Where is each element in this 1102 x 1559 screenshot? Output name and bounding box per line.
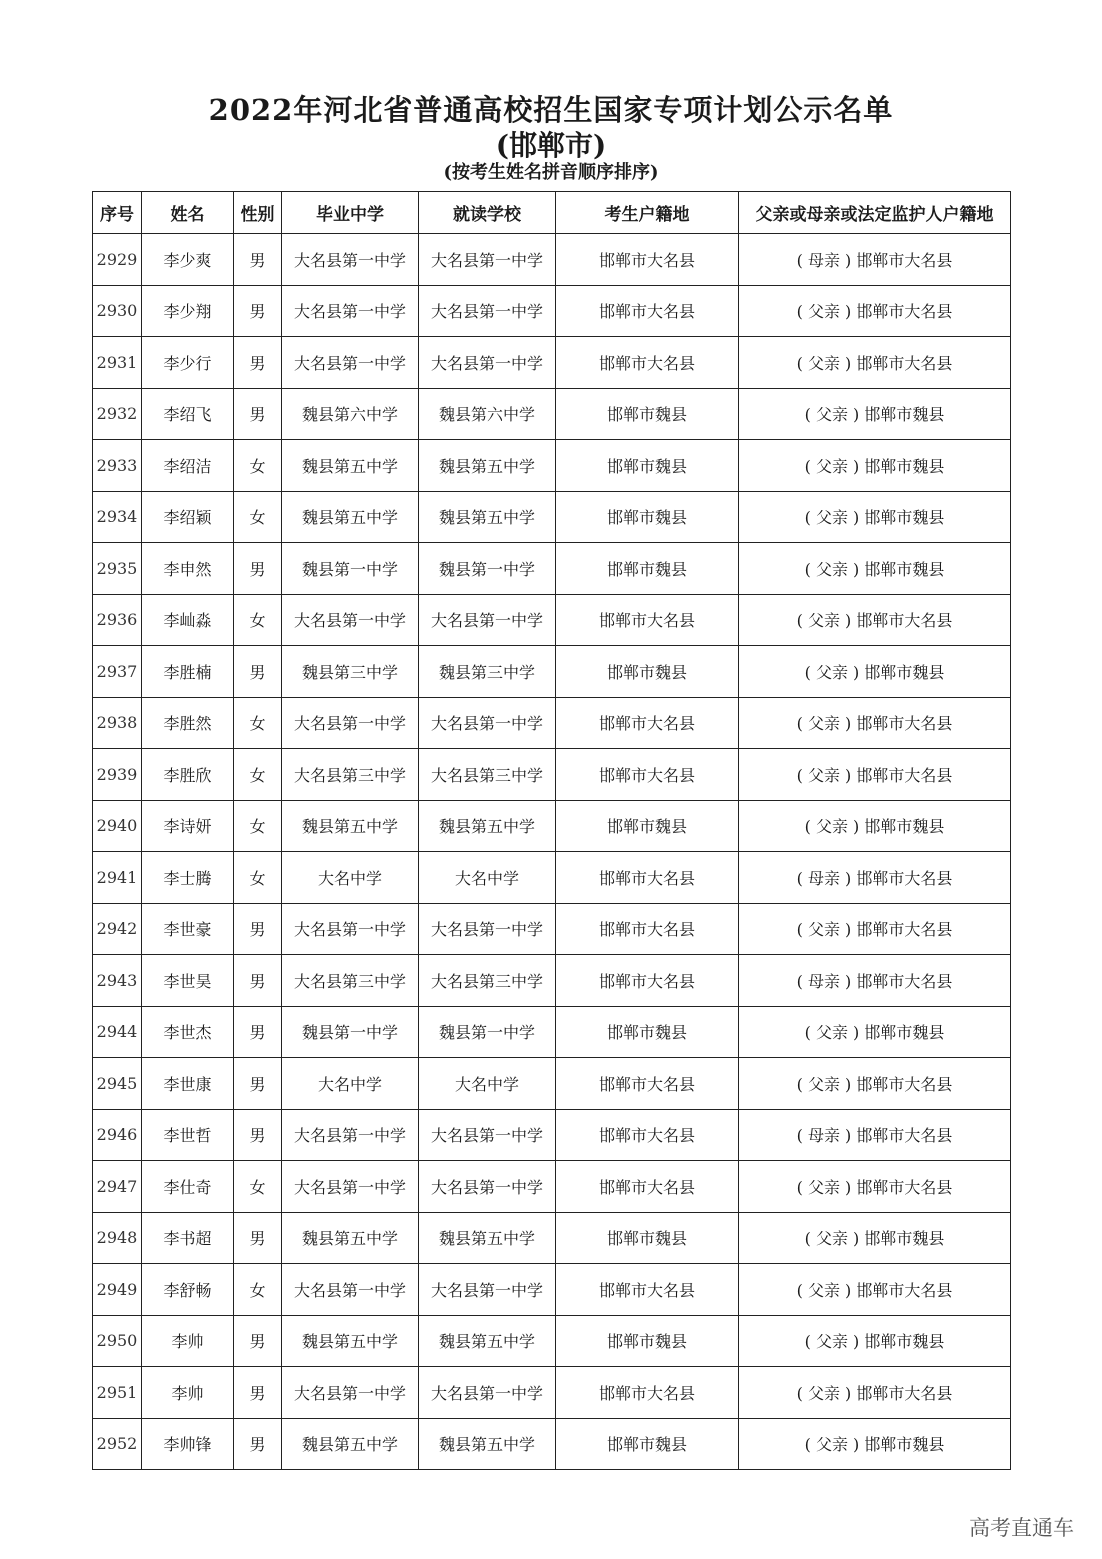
cell-name: 李书超: [142, 1212, 234, 1264]
cell-seq: 2950: [93, 1315, 142, 1367]
cell-current-school: 大名中学: [419, 852, 556, 904]
cell-name: 李绍飞: [142, 388, 234, 440]
table-row: [93, 697, 1011, 749]
header-guardian-residence: 父亲或母亲或法定监护人户籍地: [739, 192, 1011, 234]
cell-gender: 男: [234, 1418, 282, 1470]
cell-guardian-residence: ( 父亲 ) 邯郸市大名县: [739, 1367, 1011, 1419]
cell-current-school: 魏县第五中学: [419, 1418, 556, 1470]
cell-name: 李世哲: [142, 1109, 234, 1161]
header-gender: 性别: [234, 192, 282, 234]
cell-current-school: 魏县第五中学: [419, 1315, 556, 1367]
cell-student-residence: 邯郸市魏县: [556, 800, 739, 852]
cell-graduation-school: 魏县第五中学: [282, 491, 419, 543]
cell-graduation-school: 大名县第一中学: [282, 1109, 419, 1161]
cell-name: 李少爽: [142, 234, 234, 286]
cell-gender: 男: [234, 955, 282, 1007]
watermark-text: 高考直通车: [969, 1516, 1074, 1540]
cell-gender: 女: [234, 1264, 282, 1316]
cell-graduation-school: 大名县第一中学: [282, 594, 419, 646]
cell-current-school: 大名县第一中学: [419, 234, 556, 286]
cell-student-residence: 邯郸市大名县: [556, 903, 739, 955]
cell-gender: 男: [234, 1058, 282, 1110]
cell-graduation-school: 大名县第一中学: [282, 337, 419, 389]
cell-graduation-school: 魏县第一中学: [282, 543, 419, 595]
cell-seq: 2946: [93, 1109, 142, 1161]
cell-current-school: 大名县第一中学: [419, 1264, 556, 1316]
cell-seq: 2942: [93, 903, 142, 955]
cell-name: 李帅锋: [142, 1418, 234, 1470]
table-row: [93, 800, 1011, 852]
cell-seq: 2944: [93, 1006, 142, 1058]
table-row: [93, 1006, 1011, 1058]
cell-guardian-residence: ( 父亲 ) 邯郸市大名县: [739, 285, 1011, 337]
table-row: [93, 903, 1011, 955]
table-row: [93, 1315, 1011, 1367]
cell-current-school: 魏县第五中学: [419, 440, 556, 492]
cell-name: 李世杰: [142, 1006, 234, 1058]
cell-gender: 男: [234, 234, 282, 286]
cell-student-residence: 邯郸市大名县: [556, 749, 739, 801]
cell-graduation-school: 魏县第五中学: [282, 1315, 419, 1367]
cell-current-school: 魏县第五中学: [419, 800, 556, 852]
cell-current-school: 魏县第三中学: [419, 646, 556, 698]
cell-graduation-school: 大名县第三中学: [282, 955, 419, 1007]
cell-graduation-school: 魏县第六中学: [282, 388, 419, 440]
cell-name: 李屾淼: [142, 594, 234, 646]
table-row: [93, 1058, 1011, 1110]
cell-gender: 男: [234, 1212, 282, 1264]
table-row: [93, 234, 1011, 286]
cell-seq: 2948: [93, 1212, 142, 1264]
table-row: [93, 955, 1011, 1007]
cell-student-residence: 邯郸市魏县: [556, 491, 739, 543]
cell-guardian-residence: ( 父亲 ) 邯郸市大名县: [739, 337, 1011, 389]
cell-guardian-residence: ( 母亲 ) 邯郸市大名县: [739, 1109, 1011, 1161]
cell-gender: 女: [234, 440, 282, 492]
cell-student-residence: 邯郸市魏县: [556, 440, 739, 492]
cell-name: 李申然: [142, 543, 234, 595]
cell-current-school: 大名县第一中学: [419, 903, 556, 955]
cell-guardian-residence: ( 母亲 ) 邯郸市大名县: [739, 955, 1011, 1007]
sort-note: (按考生姓名拼音顺序排序): [443, 162, 659, 183]
cell-gender: 男: [234, 1367, 282, 1419]
cell-graduation-school: 大名县第一中学: [282, 697, 419, 749]
header-student-residence: 考生户籍地: [556, 192, 739, 234]
cell-gender: 男: [234, 903, 282, 955]
cell-seq: 2933: [93, 440, 142, 492]
cell-student-residence: 邯郸市魏县: [556, 543, 739, 595]
cell-name: 李帅: [142, 1315, 234, 1367]
cell-graduation-school: 魏县第五中学: [282, 800, 419, 852]
cell-graduation-school: 大名县第一中学: [282, 1264, 419, 1316]
cell-gender: 男: [234, 1315, 282, 1367]
cell-student-residence: 邯郸市魏县: [556, 1006, 739, 1058]
header-graduation-school: 毕业中学: [282, 192, 419, 234]
cell-gender: 女: [234, 697, 282, 749]
cell-gender: 男: [234, 337, 282, 389]
cell-seq: 2941: [93, 852, 142, 904]
cell-seq: 2951: [93, 1367, 142, 1419]
header-seq: 序号: [93, 192, 142, 234]
cell-graduation-school: 魏县第五中学: [282, 440, 419, 492]
cell-graduation-school: 大名县第三中学: [282, 749, 419, 801]
table-row: [93, 749, 1011, 801]
cell-seq: 2943: [93, 955, 142, 1007]
cell-name: 李少行: [142, 337, 234, 389]
cell-seq: 2940: [93, 800, 142, 852]
document-subtitle: (邯郸市): [495, 129, 607, 162]
cell-name: 李帅: [142, 1367, 234, 1419]
roster-table: [92, 191, 1011, 1470]
cell-seq: 2929: [93, 234, 142, 286]
cell-guardian-residence: ( 父亲 ) 邯郸市大名县: [739, 749, 1011, 801]
cell-seq: 2938: [93, 697, 142, 749]
table-row: [93, 440, 1011, 492]
header-name: 姓名: [142, 192, 234, 234]
cell-student-residence: 邯郸市魏县: [556, 388, 739, 440]
cell-gender: 女: [234, 749, 282, 801]
cell-name: 李士腾: [142, 852, 234, 904]
cell-seq: 2932: [93, 388, 142, 440]
cell-graduation-school: 大名县第一中学: [282, 1367, 419, 1419]
cell-graduation-school: 大名中学: [282, 852, 419, 904]
cell-guardian-residence: ( 母亲 ) 邯郸市大名县: [739, 852, 1011, 904]
cell-student-residence: 邯郸市大名县: [556, 1264, 739, 1316]
cell-student-residence: 邯郸市大名县: [556, 1367, 739, 1419]
cell-graduation-school: 魏县第五中学: [282, 1212, 419, 1264]
cell-graduation-school: 大名县第一中学: [282, 1161, 419, 1213]
cell-student-residence: 邯郸市魏县: [556, 1212, 739, 1264]
cell-guardian-residence: ( 父亲 ) 邯郸市大名县: [739, 697, 1011, 749]
cell-name: 李舒畅: [142, 1264, 234, 1316]
cell-gender: 男: [234, 285, 282, 337]
cell-student-residence: 邯郸市大名县: [556, 337, 739, 389]
cell-guardian-residence: ( 父亲 ) 邯郸市魏县: [739, 1006, 1011, 1058]
cell-current-school: 大名县第三中学: [419, 749, 556, 801]
cell-seq: 2949: [93, 1264, 142, 1316]
cell-student-residence: 邯郸市大名县: [556, 1109, 739, 1161]
cell-current-school: 大名县第一中学: [419, 1367, 556, 1419]
cell-gender: 男: [234, 646, 282, 698]
cell-student-residence: 邯郸市魏县: [556, 1315, 739, 1367]
cell-guardian-residence: ( 父亲 ) 邯郸市魏县: [739, 1212, 1011, 1264]
cell-guardian-residence: ( 父亲 ) 邯郸市魏县: [739, 1418, 1011, 1470]
table-row: [93, 1212, 1011, 1264]
cell-gender: 男: [234, 1109, 282, 1161]
cell-student-residence: 邯郸市大名县: [556, 285, 739, 337]
table-row: [93, 1109, 1011, 1161]
cell-name: 李胜楠: [142, 646, 234, 698]
cell-current-school: 大名县第一中学: [419, 285, 556, 337]
cell-student-residence: 邯郸市大名县: [556, 234, 739, 286]
cell-name: 李绍颖: [142, 491, 234, 543]
cell-student-residence: 邯郸市大名县: [556, 697, 739, 749]
cell-gender: 男: [234, 1006, 282, 1058]
cell-gender: 女: [234, 852, 282, 904]
table-row: [93, 1161, 1011, 1213]
cell-guardian-residence: ( 父亲 ) 邯郸市大名县: [739, 1161, 1011, 1213]
cell-guardian-residence: ( 父亲 ) 邯郸市魏县: [739, 800, 1011, 852]
cell-current-school: 魏县第一中学: [419, 1006, 556, 1058]
cell-student-residence: 邯郸市魏县: [556, 646, 739, 698]
cell-current-school: 魏县第五中学: [419, 491, 556, 543]
cell-seq: 2935: [93, 543, 142, 595]
table-row: [93, 852, 1011, 904]
table-row: [93, 1264, 1011, 1316]
cell-seq: 2947: [93, 1161, 142, 1213]
cell-current-school: 大名县第一中学: [419, 697, 556, 749]
cell-graduation-school: 大名县第一中学: [282, 285, 419, 337]
cell-name: 李少翔: [142, 285, 234, 337]
header-row: [93, 192, 1011, 234]
table-row: [93, 388, 1011, 440]
cell-seq: 2939: [93, 749, 142, 801]
table-row: [93, 285, 1011, 337]
table-row: [93, 646, 1011, 698]
cell-graduation-school: 魏县第五中学: [282, 1418, 419, 1470]
cell-seq: 2937: [93, 646, 142, 698]
cell-name: 李胜欣: [142, 749, 234, 801]
table-row: [93, 594, 1011, 646]
cell-seq: 2945: [93, 1058, 142, 1110]
table-row: [93, 543, 1011, 595]
cell-current-school: 大名县第一中学: [419, 1161, 556, 1213]
cell-guardian-residence: ( 母亲 ) 邯郸市大名县: [739, 234, 1011, 286]
cell-name: 李世康: [142, 1058, 234, 1110]
cell-gender: 男: [234, 543, 282, 595]
cell-guardian-residence: ( 父亲 ) 邯郸市大名县: [739, 1058, 1011, 1110]
cell-name: 李世昊: [142, 955, 234, 1007]
cell-guardian-residence: ( 父亲 ) 邯郸市魏县: [739, 1315, 1011, 1367]
cell-student-residence: 邯郸市大名县: [556, 955, 739, 1007]
cell-name: 李诗妍: [142, 800, 234, 852]
cell-current-school: 大名县第三中学: [419, 955, 556, 1007]
cell-student-residence: 邯郸市大名县: [556, 852, 739, 904]
cell-name: 李胜然: [142, 697, 234, 749]
cell-current-school: 大名县第一中学: [419, 594, 556, 646]
cell-gender: 女: [234, 800, 282, 852]
table-row: [93, 1367, 1011, 1419]
cell-guardian-residence: ( 父亲 ) 邯郸市大名县: [739, 594, 1011, 646]
cell-current-school: 魏县第五中学: [419, 1212, 556, 1264]
cell-graduation-school: 大名县第一中学: [282, 903, 419, 955]
cell-name: 李绍洁: [142, 440, 234, 492]
cell-seq: 2936: [93, 594, 142, 646]
cell-guardian-residence: ( 父亲 ) 邯郸市魏县: [739, 440, 1011, 492]
cell-seq: 2930: [93, 285, 142, 337]
cell-guardian-residence: ( 父亲 ) 邯郸市魏县: [739, 491, 1011, 543]
cell-student-residence: 邯郸市魏县: [556, 1418, 739, 1470]
cell-guardian-residence: ( 父亲 ) 邯郸市魏县: [739, 388, 1011, 440]
cell-guardian-residence: ( 父亲 ) 邯郸市魏县: [739, 543, 1011, 595]
cell-graduation-school: 魏县第一中学: [282, 1006, 419, 1058]
document-title: 2022年河北省普通高校招生国家专项计划公示名单: [208, 93, 894, 127]
cell-current-school: 大名县第一中学: [419, 1109, 556, 1161]
cell-name: 李世豪: [142, 903, 234, 955]
cell-current-school: 大名县第一中学: [419, 337, 556, 389]
cell-guardian-residence: ( 父亲 ) 邯郸市大名县: [739, 903, 1011, 955]
header-current-school: 就读学校: [419, 192, 556, 234]
cell-seq: 2952: [93, 1418, 142, 1470]
cell-current-school: 魏县第六中学: [419, 388, 556, 440]
cell-name: 李仕奇: [142, 1161, 234, 1213]
table-row: [93, 1418, 1011, 1470]
cell-guardian-residence: ( 父亲 ) 邯郸市大名县: [739, 1264, 1011, 1316]
cell-current-school: 魏县第一中学: [419, 543, 556, 595]
cell-gender: 女: [234, 594, 282, 646]
cell-gender: 女: [234, 491, 282, 543]
cell-graduation-school: 大名县第一中学: [282, 234, 419, 286]
cell-student-residence: 邯郸市大名县: [556, 1161, 739, 1213]
cell-gender: 女: [234, 1161, 282, 1213]
cell-student-residence: 邯郸市大名县: [556, 594, 739, 646]
cell-seq: 2931: [93, 337, 142, 389]
cell-current-school: 大名中学: [419, 1058, 556, 1110]
table-row: [93, 337, 1011, 389]
cell-guardian-residence: ( 父亲 ) 邯郸市魏县: [739, 646, 1011, 698]
cell-seq: 2934: [93, 491, 142, 543]
cell-gender: 男: [234, 388, 282, 440]
cell-graduation-school: 魏县第三中学: [282, 646, 419, 698]
table-row: [93, 491, 1011, 543]
cell-student-residence: 邯郸市大名县: [556, 1058, 739, 1110]
cell-graduation-school: 大名中学: [282, 1058, 419, 1110]
